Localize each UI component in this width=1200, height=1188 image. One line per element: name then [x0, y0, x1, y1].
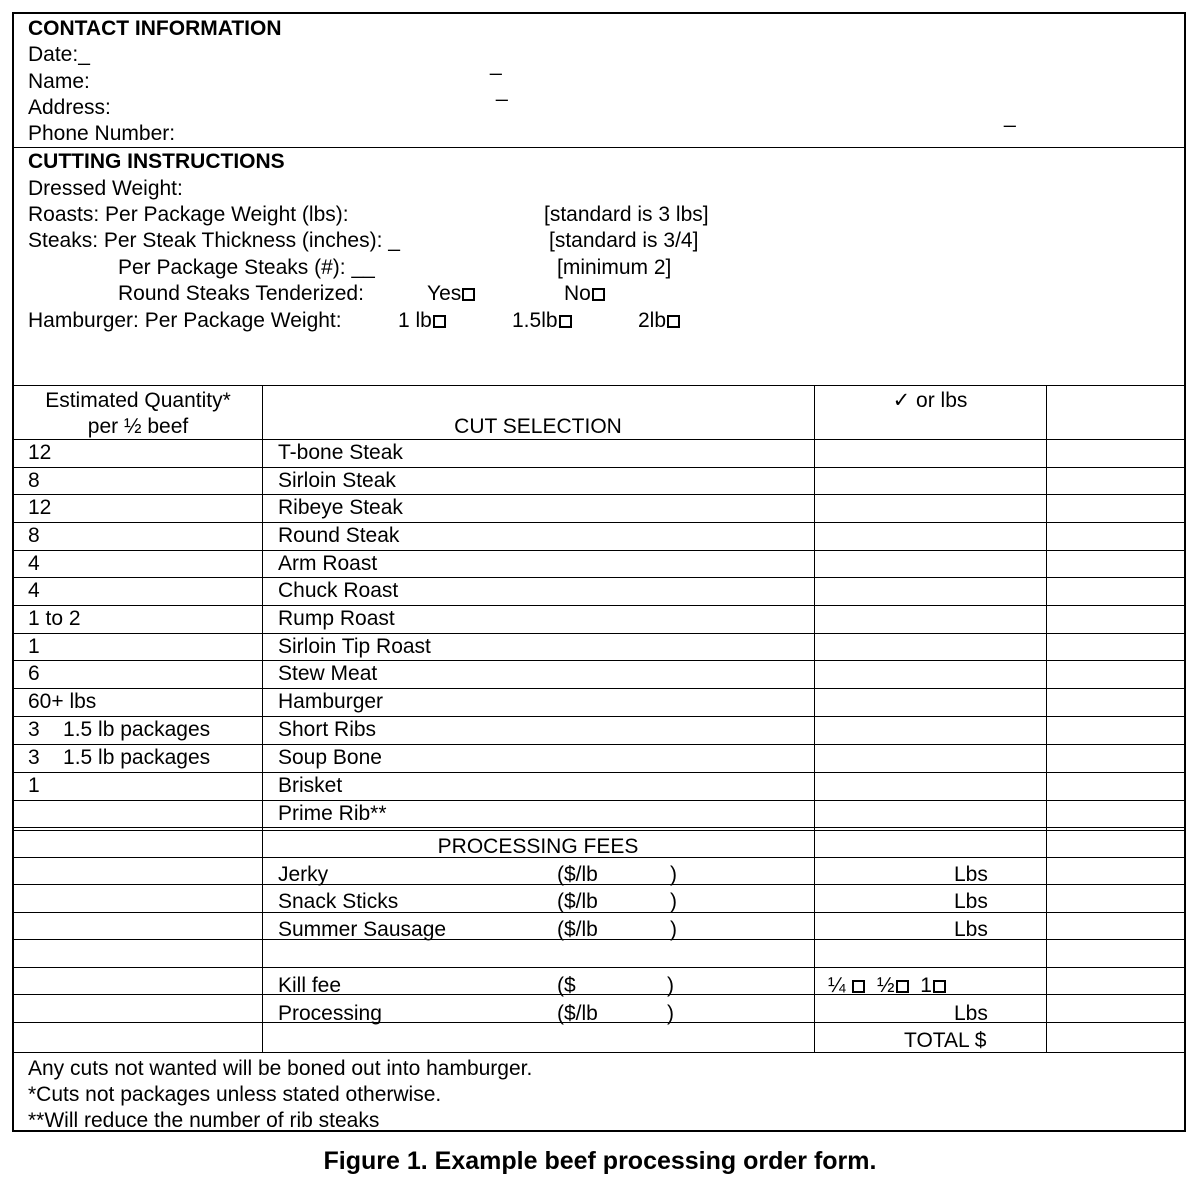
jerky-label: Jerky — [278, 863, 329, 886]
row-check-cell[interactable] — [815, 496, 1045, 520]
h1-checkbox[interactable] — [433, 315, 446, 328]
h15-label: 1.5lb — [512, 309, 558, 332]
row-cut-name: Chuck Roast — [278, 579, 399, 602]
row-check-cell[interactable] — [815, 552, 1045, 576]
h1-label: 1 lb — [398, 309, 432, 332]
order-form — [12, 12, 1186, 1132]
row-cut-name: Sirloin Tip Roast — [278, 635, 431, 658]
h2-checkbox[interactable] — [667, 315, 680, 328]
contact-heading: CONTACT INFORMATION — [28, 17, 282, 40]
date-blank[interactable]: _ — [490, 53, 502, 76]
row-line — [14, 633, 1184, 634]
snack-rate-close: ) — [670, 890, 677, 913]
cutting-heading: CUTTING INSTRUCTIONS — [28, 150, 285, 173]
row-cut-name: Ribeye Steak — [278, 496, 403, 519]
double-rule-line — [14, 830, 1184, 831]
per-package-label: Per Package Steaks (#): __ — [118, 256, 375, 279]
fee-row-line — [14, 884, 1184, 885]
row-check-cell[interactable] — [815, 690, 1045, 714]
row-line — [14, 494, 1184, 495]
table-top-line — [14, 385, 1184, 386]
row-check-cell[interactable] — [815, 774, 1045, 798]
row-check-cell[interactable] — [815, 524, 1045, 548]
section-divider — [14, 147, 1184, 148]
check-header: ✓ or lbs — [892, 389, 968, 412]
cut-selection-header: CUT SELECTION — [454, 415, 622, 438]
row-quantity: 12 — [28, 441, 52, 464]
quarter-label: ¼ — [828, 974, 846, 997]
date-label: Date:_ — [28, 43, 90, 66]
summer-label: Summer Sausage — [278, 918, 447, 941]
processing-label: Processing — [278, 1002, 382, 1025]
row-cut-name: Sirloin Steak — [278, 469, 396, 492]
kill-fee-rate: ($ — [557, 974, 576, 997]
hamburger-1lb[interactable] — [398, 308, 446, 334]
note-line1: Any cuts not wanted will be boned out into hamburger. — [28, 1057, 533, 1080]
row-check-cell[interactable] — [815, 718, 1045, 742]
row-cut-name: Brisket — [278, 774, 343, 797]
row-line — [14, 577, 1184, 578]
row-check-cell[interactable] — [815, 579, 1045, 603]
jerky-rate-close: ) — [670, 863, 677, 886]
col-divider-3 — [1046, 385, 1047, 1052]
figure-caption: Figure 1. Example beef processing order form. — [323, 1147, 877, 1175]
row-cut-name: Arm Roast — [278, 552, 378, 575]
row-check-cell[interactable] — [815, 441, 1045, 465]
no-checkbox[interactable] — [592, 288, 605, 301]
row-line — [14, 772, 1184, 773]
name-label: Name: — [28, 70, 90, 93]
name-blank[interactable]: _ — [496, 79, 508, 102]
row-cut-name: Stew Meat — [278, 662, 378, 685]
fee-row-line — [14, 1052, 1184, 1053]
h15-checkbox[interactable] — [559, 315, 572, 328]
quarter-checkbox[interactable] — [852, 980, 865, 993]
row-line — [14, 660, 1184, 661]
roasts-label: Roasts: Per Package Weight (lbs): — [28, 203, 349, 226]
snack-label: Snack Sticks — [278, 890, 399, 913]
fee-row-line — [14, 994, 1184, 995]
phone-label: Phone Number: — [28, 122, 176, 145]
kill-fee-close: ) — [667, 974, 674, 997]
fee-row-line — [14, 1022, 1184, 1023]
row-quantity: 1 — [28, 635, 40, 658]
roasts-note: [standard is 3 lbs] — [544, 203, 709, 226]
row-check-cell[interactable] — [815, 607, 1045, 631]
row-quantity: 3 1.5 lb packages — [28, 746, 211, 769]
row-check-cell[interactable] — [815, 802, 1045, 826]
hamburger-label: Hamburger: Per Package Weight: — [28, 309, 342, 332]
processing-lbs: Lbs — [954, 1002, 988, 1025]
whole-checkbox[interactable] — [933, 980, 946, 993]
dressed-weight-label: Dressed Weight: — [28, 177, 183, 200]
steaks-note: [standard is 3/4] — [549, 229, 699, 252]
col-divider-1 — [262, 385, 263, 1052]
per-package-note: [minimum 2] — [557, 256, 672, 279]
snack-lbs: Lbs — [954, 890, 988, 913]
row-quantity: 1 to 2 — [28, 607, 81, 630]
processing-rate: ($/lb — [557, 1002, 598, 1025]
row-line — [14, 827, 1184, 828]
row-cut-name: T-bone Steak — [278, 441, 403, 464]
row-cut-name: Round Steak — [278, 524, 400, 547]
row-quantity: 4 — [28, 552, 40, 575]
row-line — [14, 605, 1184, 606]
total-label: TOTAL $ — [904, 1029, 987, 1052]
row-line — [14, 550, 1184, 551]
row-cut-name: Prime Rib** — [278, 802, 387, 825]
qty-header-line2: per ½ beef — [87, 415, 189, 438]
yes-label: Yes — [427, 282, 462, 305]
jerky-lbs: Lbs — [954, 863, 988, 886]
row-cut-name: Soup Bone — [278, 746, 382, 769]
row-cut-name: Hamburger — [278, 690, 384, 713]
no-label: No — [564, 282, 591, 305]
row-check-cell[interactable] — [815, 746, 1045, 770]
yes-checkbox[interactable] — [462, 288, 475, 301]
summer-rate-close: ) — [670, 918, 677, 941]
note-line2: *Cuts not packages unless stated otherwise. — [28, 1083, 442, 1106]
qty-header-line1: Estimated Quantity* — [45, 389, 231, 412]
fee-row-line — [14, 912, 1184, 913]
tenderized-yes[interactable] — [427, 281, 475, 307]
row-quantity: 8 — [28, 524, 40, 547]
row-check-cell[interactable] — [815, 662, 1045, 686]
snack-rate: ($/lb — [557, 890, 598, 913]
half-checkbox[interactable] — [896, 980, 909, 993]
fee-row-line — [14, 939, 1184, 940]
whole-label: 1 — [920, 974, 932, 997]
row-line — [14, 800, 1184, 801]
row-quantity: 1 — [28, 774, 40, 797]
kill-fee-label: Kill fee — [278, 974, 342, 997]
address-blank[interactable]: _ — [1004, 105, 1016, 128]
row-quantity: 60+ lbs — [28, 690, 97, 713]
row-line — [14, 467, 1184, 468]
h2-label: 2lb — [638, 309, 667, 332]
row-quantity: 12 — [28, 496, 52, 519]
row-line — [14, 688, 1184, 689]
processing-fees-heading: PROCESSING FEES — [437, 835, 639, 858]
note-line3: **Will reduce the number of rib steaks — [28, 1109, 380, 1132]
hamburger-2lb[interactable] — [638, 308, 680, 334]
tenderized-no[interactable] — [564, 281, 605, 307]
fee-row-line — [14, 967, 1184, 968]
row-quantity: 3 1.5 lb packages — [28, 718, 211, 741]
hamburger-1-5lb[interactable] — [512, 308, 572, 334]
steaks-label: Steaks: Per Steak Thickness (inches): _ — [28, 229, 400, 252]
row-cut-name: Short Ribs — [278, 718, 377, 741]
row-quantity: 6 — [28, 662, 40, 685]
row-line — [14, 522, 1184, 523]
summer-rate: ($/lb — [557, 918, 598, 941]
summer-lbs: Lbs — [954, 918, 988, 941]
half-label: ½ — [877, 974, 895, 997]
row-cut-name: Rump Roast — [278, 607, 395, 630]
row-check-cell[interactable] — [815, 469, 1045, 493]
kill-fee-options[interactable] — [828, 973, 946, 999]
row-quantity: 8 — [28, 469, 40, 492]
tenderized-label: Round Steaks Tenderized: — [118, 282, 364, 305]
row-check-cell[interactable] — [815, 635, 1045, 659]
address-label: Address: — [28, 96, 111, 119]
processing-rate-close: ) — [667, 1002, 674, 1025]
jerky-rate: ($/lb — [557, 863, 598, 886]
row-quantity: 4 — [28, 579, 40, 602]
